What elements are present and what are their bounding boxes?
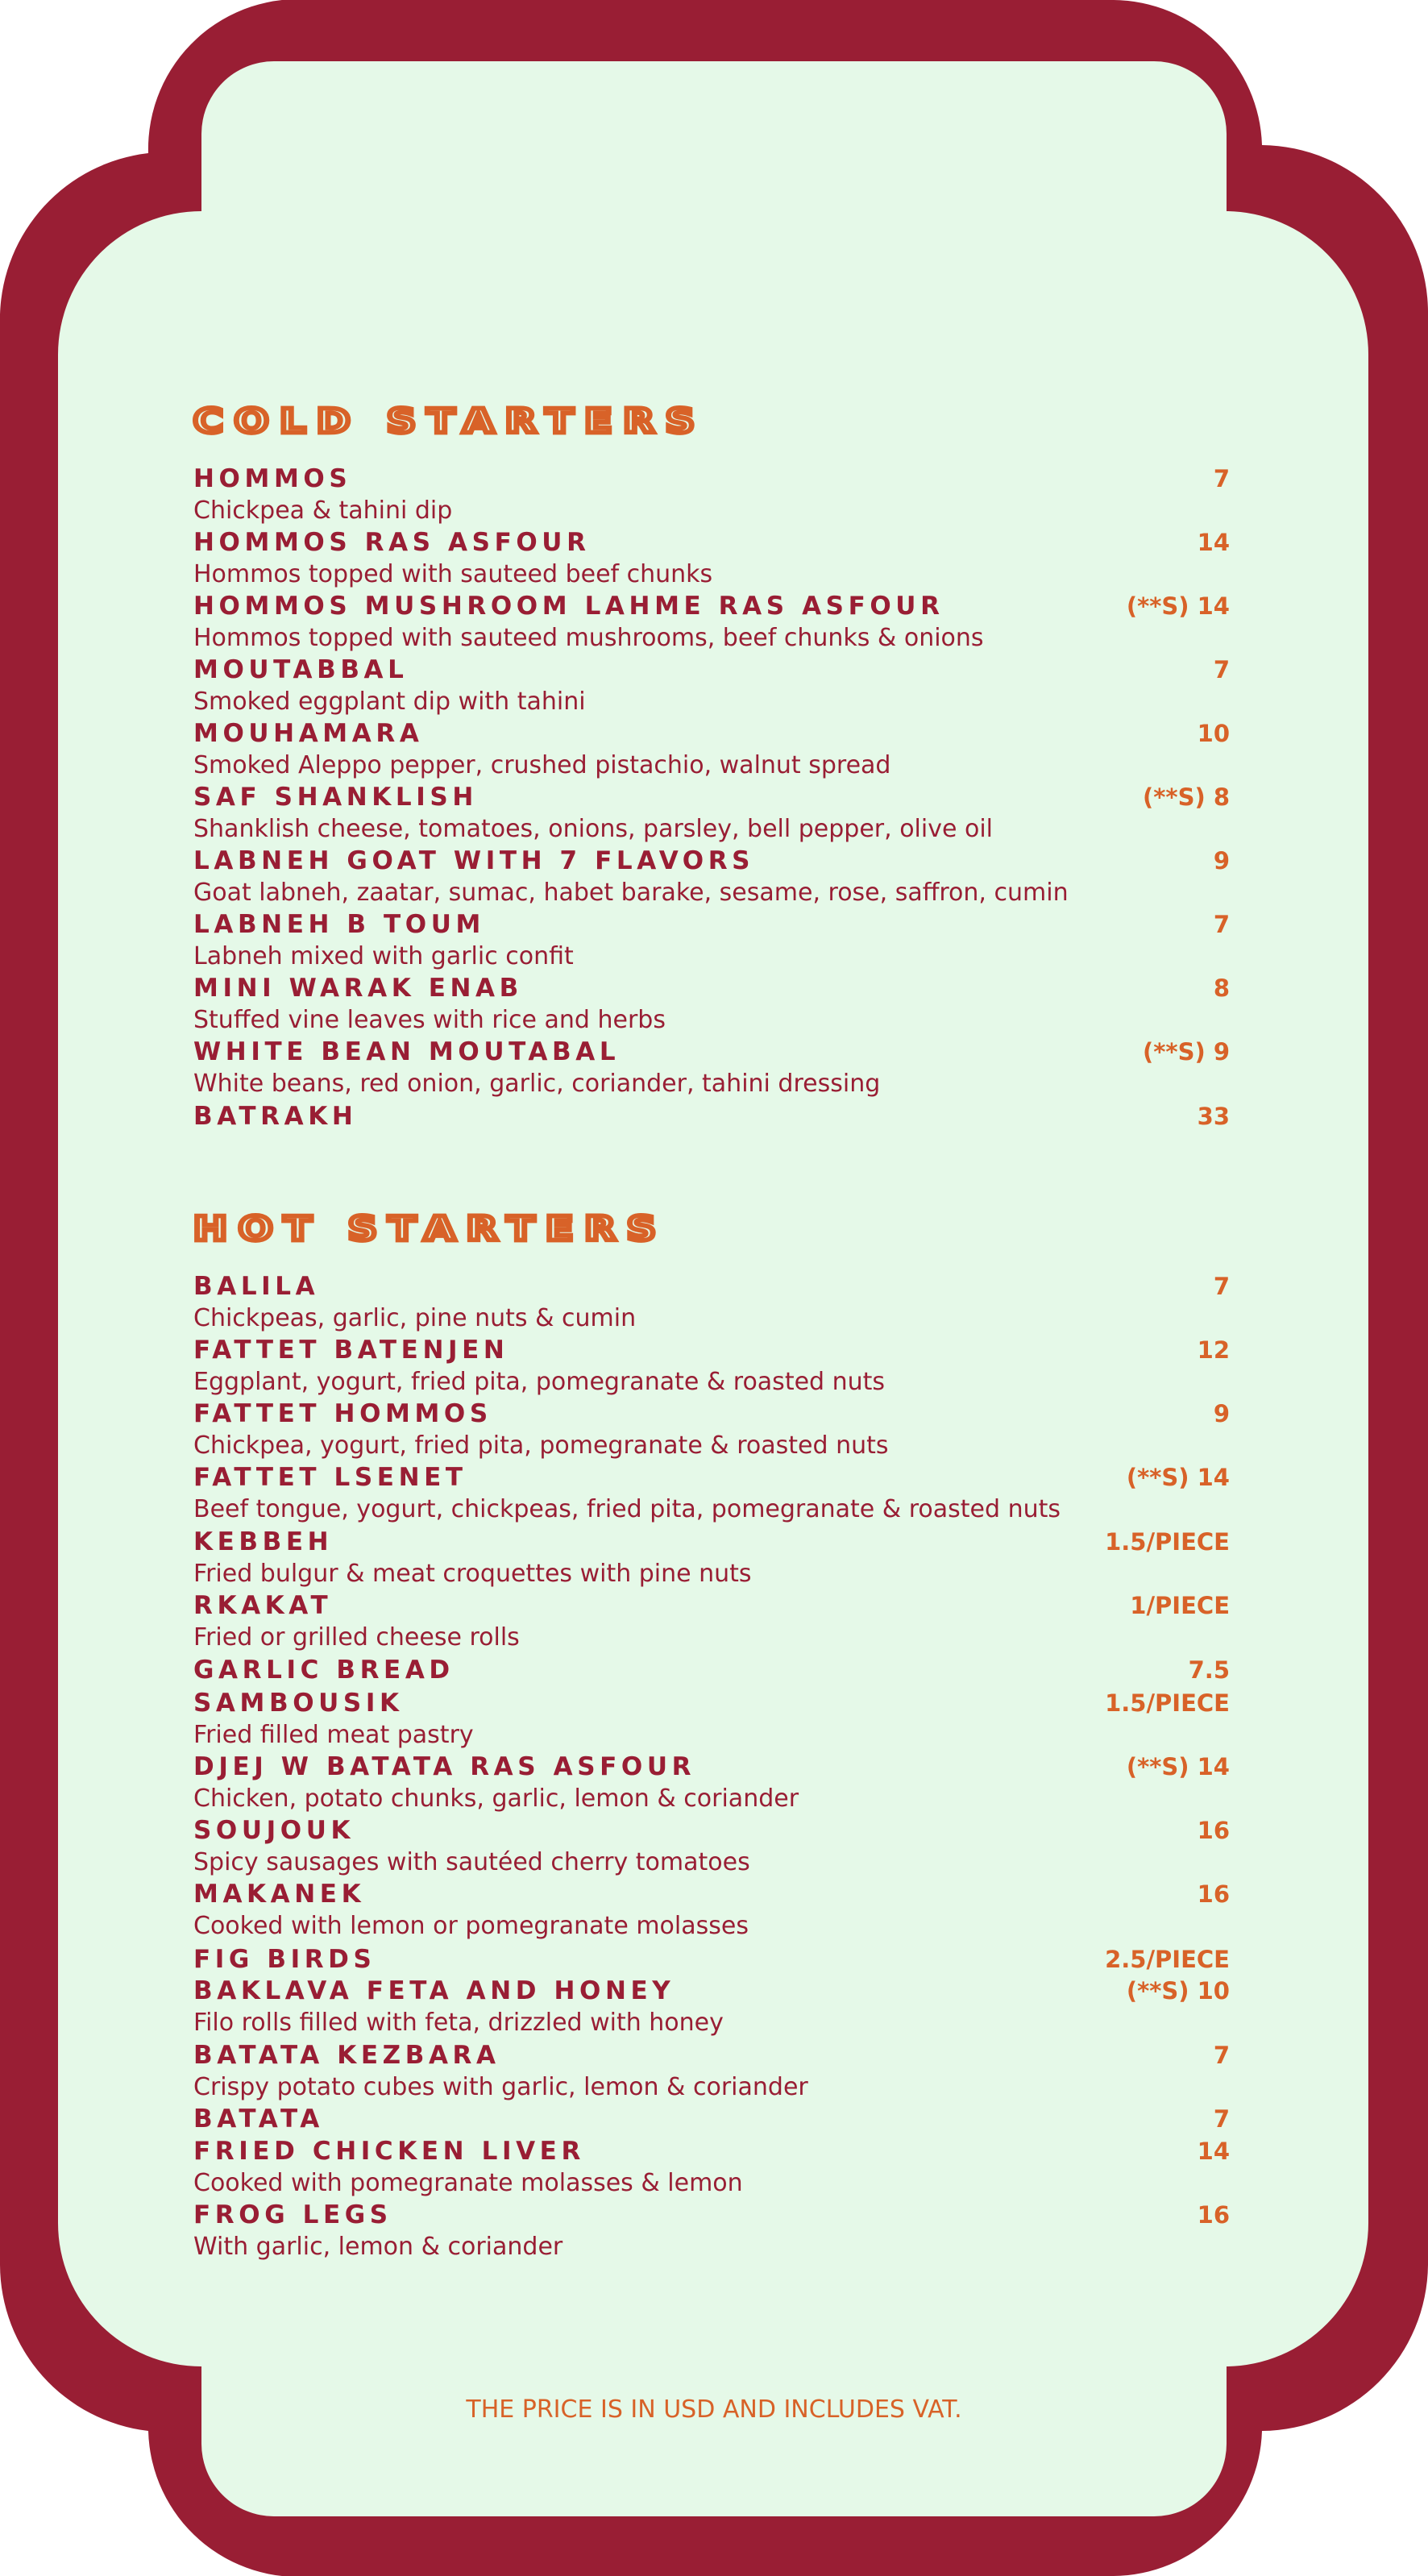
menu-item [193, 2103, 1230, 2135]
item-description: Filo rolls filled with feta, drizzled with honey [193, 2009, 724, 2037]
item-price: 2.5/PIECE [1105, 1946, 1230, 1973]
item-price: 14 [1197, 529, 1230, 556]
item-description: Chickpea & tahini dip [193, 497, 453, 525]
item-price: 1/PIECE [1130, 1592, 1230, 1619]
item-price: 7 [1213, 1273, 1230, 1300]
item-price: 1.5/PIECE [1105, 1528, 1230, 1556]
menu-item [193, 1878, 1230, 1942]
item-price: 1.5/PIECE [1105, 1689, 1230, 1717]
item-price: 12 [1197, 1336, 1230, 1364]
item-price: (**S) 14 [1126, 1753, 1230, 1780]
item-price: 7.5 [1188, 1656, 1230, 1684]
item-description: Shanklish cheese, tomatoes, onions, parsley, bell pepper, olive oil [193, 815, 993, 843]
item-name: LABNEH B TOUM [193, 910, 485, 939]
item-description: Cooked with pomegranate molasses & lemon [193, 2169, 743, 2197]
item-description: White beans, red onion, garlic, coriander, tahini dressing [193, 1070, 881, 1098]
menu-item [193, 2199, 1230, 2263]
item-description: Cooked with lemon or pomegranate molasses [193, 1912, 749, 1940]
item-description: Chickpea, yogurt, fried pita, pomegranate & roasted nuts [193, 1431, 889, 1460]
item-description: Fried filled meat pastry [193, 1721, 474, 1749]
menu-content [193, 0, 1230, 2576]
menu-item [193, 1036, 1230, 1100]
item-price: 7 [1213, 2105, 1230, 2133]
menu-item [193, 1687, 1230, 1751]
item-description: Smoked eggplant dip with tahini [193, 688, 586, 716]
item-price: (**S) 14 [1126, 1464, 1230, 1491]
item-price: 7 [1213, 656, 1230, 683]
menu-item [193, 717, 1230, 782]
menu-item [193, 1398, 1230, 1462]
item-price: 9 [1213, 847, 1230, 875]
item-name: MAKANEK [193, 1880, 366, 1909]
item-price: 8 [1213, 974, 1230, 1002]
item-name: FATTET BATENJEN [193, 1336, 509, 1365]
item-name: HOMMOS RAS ASFOUR [193, 528, 591, 557]
item-name: MOUHAMARA [193, 719, 424, 748]
menu-item [193, 1526, 1230, 1590]
item-name: KEBBEH [193, 1527, 334, 1556]
item-name: BALILA [193, 1272, 320, 1301]
item-name: RKAKAT [193, 1591, 333, 1620]
item-name: DJEJ W BATATA RAS ASFOUR [193, 1752, 696, 1781]
item-price: 16 [1197, 1817, 1230, 1844]
item-price: (**S) 8 [1143, 783, 1230, 811]
item-description: Hommos topped with sauteed mushrooms, beef chunks & onions [193, 624, 984, 652]
item-name: GARLIC BREAD [193, 1656, 455, 1685]
section-title-hot-starters: HOT STARTERS [193, 1209, 667, 1249]
menu-item [193, 1589, 1230, 1654]
item-name: LABNEH GOAT WITH 7 FLAVORS [193, 846, 755, 875]
item-name: MOUTABBAL [193, 655, 409, 684]
item-name: FROG LEGS [193, 2200, 392, 2229]
item-name: FATTET LSENET [193, 1463, 467, 1492]
menu-item [193, 2039, 1230, 2104]
item-description: With garlic, lemon & coriander [193, 2233, 563, 2261]
item-name: BATRAKH [193, 1102, 358, 1131]
item-price: 7 [1213, 2042, 1230, 2069]
item-description: Chickpeas, garlic, pine nuts & cumin [193, 1304, 637, 1332]
section-title-cold-starters: COLD STARTERS [193, 401, 706, 441]
menu-item [193, 1100, 1230, 1132]
item-price: 10 [1197, 720, 1230, 747]
item-description: Spicy sausages with sautéed cherry tomatoes [193, 1848, 750, 1876]
menu-item [193, 463, 1230, 527]
item-description: Stuffed vine leaves with rice and herbs [193, 1006, 666, 1034]
menu-item [193, 1943, 1230, 1976]
menu-item [193, 972, 1230, 1037]
item-description: Smoked Aleppo pepper, crushed pistachio, walnut spread [193, 751, 891, 779]
item-name: FATTET HOMMOS [193, 1399, 492, 1428]
item-price: 7 [1213, 911, 1230, 938]
menu-item [193, 590, 1230, 654]
item-price: (**S) 10 [1126, 1977, 1230, 2005]
menu-item [193, 654, 1230, 718]
menu-item [193, 1751, 1230, 1815]
item-price: 9 [1213, 1400, 1230, 1427]
item-description: Fried bulgur & meat croquettes with pine nuts [193, 1560, 752, 1588]
menu-item [193, 1654, 1230, 1686]
item-description: Beef tongue, yogurt, chickpeas, fried pita, pomegranate & roasted nuts [193, 1495, 1061, 1523]
menu-item [193, 781, 1230, 846]
item-price: 14 [1197, 2138, 1230, 2165]
item-description: Crispy potato cubes with garlic, lemon & coriander [193, 2073, 808, 2101]
item-name: SOUJOUK [193, 1816, 355, 1845]
item-description: Goat labneh, zaatar, sumac, habet barake, sesame, rose, saffron, cumin [193, 879, 1069, 907]
menu-item [193, 1461, 1230, 1526]
item-price: (**S) 9 [1143, 1038, 1230, 1066]
item-price: 16 [1197, 2201, 1230, 2229]
item-description: Eggplant, yogurt, fried pita, pomegranate & roasted nuts [193, 1368, 886, 1396]
menu-item [193, 1975, 1230, 2039]
item-name: SAMBOUSIK [193, 1689, 404, 1718]
menu-item [193, 1334, 1230, 1398]
item-description: Chicken, potato chunks, garlic, lemon & coriander [193, 1785, 799, 1813]
price-note: THE PRICE IS IN USD AND INCLUDES VAT. [466, 2395, 962, 2424]
item-description: Fried or grilled cheese rolls [193, 1623, 520, 1652]
menu-item [193, 526, 1230, 591]
menu-item [193, 2135, 1230, 2200]
item-price: 33 [1197, 1103, 1230, 1130]
item-name: FRIED CHICKEN LIVER [193, 2137, 585, 2166]
item-name: BATATA KEZBARA [193, 2041, 500, 2070]
menu-item [193, 908, 1230, 973]
item-price: (**S) 14 [1126, 592, 1230, 620]
item-name: FIG BIRDS [193, 1945, 376, 1974]
menu-item [193, 1270, 1230, 1335]
item-name: WHITE BEAN MOUTABAL [193, 1037, 621, 1066]
item-description: Hommos topped with sauteed beef chunks [193, 560, 713, 588]
item-price: 7 [1213, 465, 1230, 492]
item-name: MINI WARAK ENAB [193, 974, 523, 1003]
item-name: HOMMOS MUSHROOM LAHME RAS ASFOUR [193, 592, 944, 621]
menu-item [193, 845, 1230, 909]
item-name: BAKLAVA FETA AND HONEY [193, 1976, 675, 2005]
item-name: BATATA [193, 2104, 324, 2134]
item-description: Labneh mixed with garlic confit [193, 942, 574, 970]
menu-item [193, 1814, 1230, 1879]
item-name: HOMMOS [193, 464, 352, 493]
item-name: SAF SHANKLISH [193, 783, 478, 812]
item-price: 16 [1197, 1880, 1230, 1908]
